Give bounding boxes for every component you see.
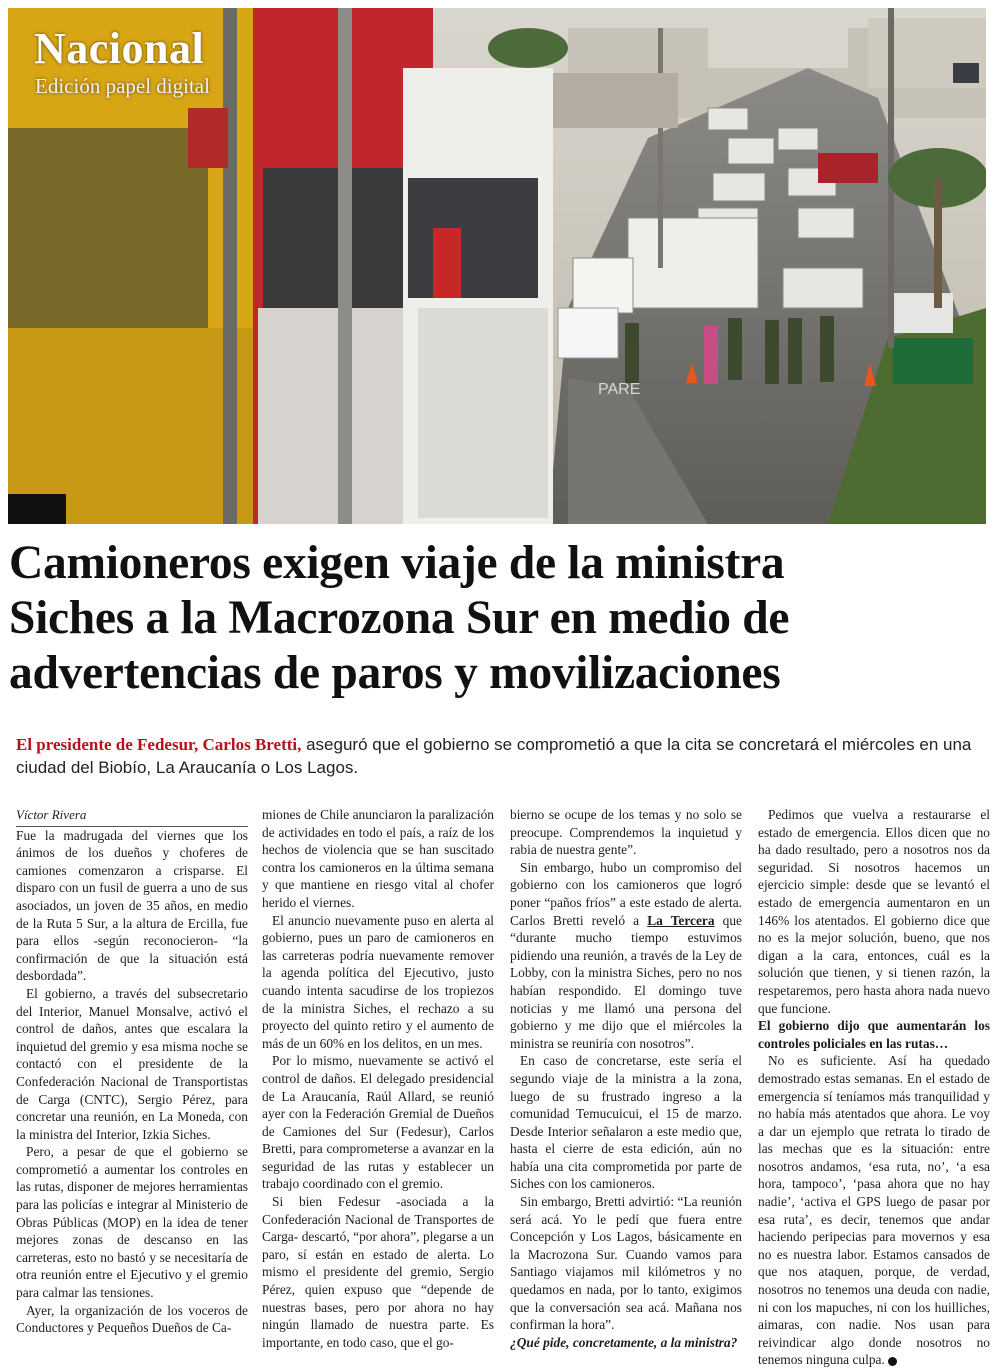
article-photo — [8, 8, 986, 524]
paragraph: El anuncio nuevamente puso en alerta al gobierno, pues un paro de camioneros en las carreteras podría nuevamente remover la agenda política del Ejecutivo, justo cuando intenta sacudirse de los tropiezos de la ministra Siches, el rechazo a su proyecto del quinto retiro y el aumento de más de un 60% en los delitos, en un mes. — [262, 912, 494, 1051]
byline: Víctor Rivera — [16, 806, 248, 827]
interview-question: ¿Qué pide, concretamente, a la ministra? — [510, 1334, 738, 1350]
paragraph-text: que “durante mucho tiempo estuvimos pidiendo una reunión, a través de la Ley de Lobby, con la ministra Siches, pero no nos habían respondido. El domingo tuve noticias y me llamó una persona del gobierno y me dijo que el miércoles la ministra se reuniría con nosotros”. — [510, 912, 743, 1051]
interview-question: El gobierno dijo que aumentarán los controles policiales en las rutas… — [758, 1018, 990, 1051]
paragraph: bierno se ocupe de los temas y no solo se preocupe. Comprendemos la inquietud y rabia de nuestra gente”. — [510, 807, 742, 858]
paragraph: Pedimos que vuelva a restaurarse el estado de emergencia. Ellos dicen que no ha dado resultado, pero a nosotros nos da seguridad. Si nosotros hacemos un ejercicio simple: desde que se levantó el estado de emergencia aumentaron en un 146% los atentados. El gobierno dice que no es la mejor solución, bueno, que nos digan a la cara, entonces, cuál es la solución que tienen, y si tienen razón, la respetaremos, pero hasta ahora nada nuevo que funcione. — [758, 807, 990, 1016]
lead-paragraph — [16, 733, 976, 779]
headline-line: Camioneros exigen viaje de la ministra — [9, 537, 785, 589]
lead-text: aseguró que el gobierno se comprometió a que la cita se concretará el miércoles en una ciudad del Biobío, La Araucanía o Los Lagos. — [16, 735, 972, 777]
lead-highlight: El presidente de Fedesur, Carlos Bretti, — [16, 735, 302, 754]
article-column-4 — [758, 806, 990, 1369]
paragraph: Sin embargo, Bretti advirtió: “La reunión será acá. Yo le pedí que fuera entre Concepción y Los Lagos, básicamente en la Macrozona Sur. Cuando vamos para Santiago viajamos mil kilómetros y no quedamos en nada, por lo tanto, exigimos que la conversación sea acá. Mañana nos confirman la hora”. — [510, 1194, 742, 1333]
paragraph: Si bien Fedesur -asociada a la Confederación Nacional de Transportes de Carga- descartó, “por ahora”, plegarse a un paro, sí están en estado de alerta. Lo mismo el presidente del gremio, Sergio Pérez, quien expuso que “depende de nuestras bases, pero por ahora no hay ningún llamado de nuestra parte. Es importante, en todo caso, que el go- — [262, 1194, 494, 1350]
article-column-1 — [16, 806, 248, 1337]
paragraph: Fue la madrugada del viernes que los ánimos de los dueños y choferes de camiones comenzaron a crisparse. El disparo con un fusil de guerra a uno de sus asociados, un joven de 35 años, en medio de la Ruta 5 Sur, a la altura de Ercilla, fue para ellos -según reconocieron- “la confirmación de que la situación está desbordada”. — [16, 827, 248, 984]
paragraph: miones de Chile anunciaron la paralización de actividades en todo el país, a raíz de los hechos de violencia que se han suscitado contra los camioneros en la última semana y que mantiene en riesgo vital al chofer herido el viernes. — [262, 807, 494, 910]
section-subtitle: Edición papel digital — [35, 74, 210, 98]
paragraph: Por lo mismo, nuevamente se activó el control de daños. El delegado presidencial de La Araucanía, Raúl Allard, se reunió ayer con la Federación Gremial de Dueños de Camiones del Sur (Fedesur), Carlos Bretti, para comprometerse a avanzar en la seguridad de las rutas y establecer un trabajo coordinado con el gremio. — [262, 1053, 494, 1192]
paragraph-text: Sin embargo, hubo un compromiso del gobierno con los camioneros que logró poner “paños fríos” a este estado de alerta. Carlos Bretti reveló a — [510, 859, 742, 928]
paragraph — [510, 859, 742, 1053]
article-column-2 — [262, 806, 494, 1351]
paragraph: Ayer, la organización de los voceros de Conductores y Pequeños Dueños de Ca- — [16, 1302, 248, 1336]
road-marking: PARE — [598, 381, 641, 398]
paragraph — [758, 1052, 990, 1369]
paragraph: El gobierno, a través del subsecretario del Interior, Manuel Monsalve, activó el control de daños, antes que escalara la inquietud del gremio y esa misma noche se contactó con el presidente de la Confederación Nacional de Transportistas de Carga (CNTC), Sergio Pérez, para concretar una reunión, en La Moneda, con la ministra del Interior, Izkia Siches. — [16, 985, 248, 1142]
end-mark-icon — [888, 1357, 897, 1366]
section-title: Nacional — [34, 24, 205, 73]
headline — [9, 536, 989, 701]
article-column-3 — [510, 806, 742, 1351]
headline-line: advertencias de paros y movilizaciones — [9, 647, 781, 699]
paragraph: En caso de concretarse, este sería el segundo viaje de la ministra a la zona, luego de su frustrado ingreso a la comunidad Temucuicui, el 15 de marzo. Desde Interior señalaron a este medio que, hasta el cierre de esta edición, aún no había una cita comprometida por parte de Siches con los camioneros. — [510, 1053, 742, 1192]
headline-line: Siches a la Macrozona Sur en medio de — [9, 592, 790, 644]
paragraph-text: No es suficiente. Así ha quedado demostrado estas semanas. En el estado de emergencia sí teníamos más tranquilidad y no había más atentados que ahora. Le voy a dar un ejemplo que retrata lo tirado de las mechas que es la situación: entre nosotros andamos, ‘esa ruta, no’, ‘a esa hora, tampoco’, ‘pasa ahora que no hay nadie’, ‘activa el GPS luego de pasar por esa ruta’, es decir, tenemos que andar haciendo peripecias para movernos y esa no es nuestra labor. Estamos cansados de que nos ataquen, porque, de verdad, nosotros no tenemos una deuda con nadie, ni con los mapuches, ni con los huilliches, aimaras, con nadie. Nos usan para reivindicar algo donde nosotros no tenemos ninguna culpa. — [758, 1053, 990, 1368]
newspaper-reference: La Tercera — [647, 912, 715, 928]
paragraph: Pero, a pesar de que el gobierno se comprometió a aumentar los controles en las rutas, disponer de mejores herramientas para las policías e integrar al Ministerio de Obras Públicas (MOP) en la idea de tener mejores zonas de descanso en las carreteras, esto no bastó y se necesitaría de otra reunión entre el Ejecutivo y el gremio para calmar las tensiones. — [16, 1144, 248, 1301]
